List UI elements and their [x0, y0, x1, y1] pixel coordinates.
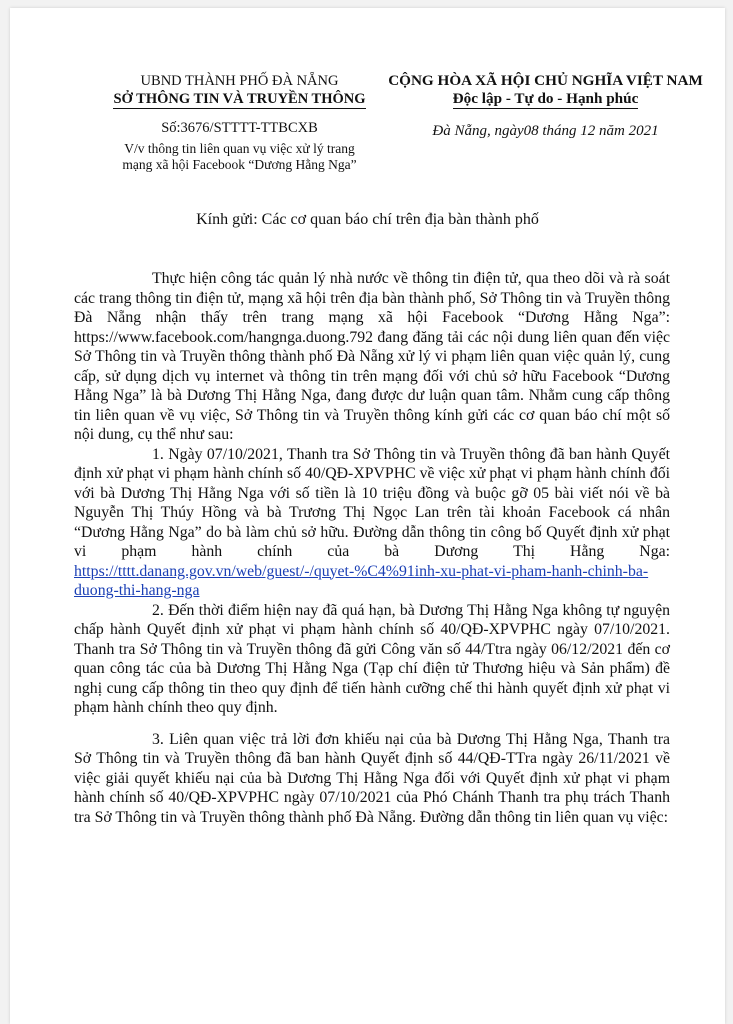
- document-subject: V/v thông tin liên quan vụ việc xử lý trang mạng xã hội Facebook “Dương Hằng Nga”: [122, 141, 357, 172]
- issuer-block: [102, 72, 377, 172]
- issuer-parent: UBND THÀNH PHỐ ĐÀ NẴNG: [140, 73, 339, 89]
- issuer-department: SỞ THÔNG TIN VÀ TRUYỀN THÔNG: [113, 91, 366, 107]
- item-3-paragraph: 3. Liên quan việc trả lời đơn khiếu nại của bà Dương Thị Hằng Nga, Thanh tra Sở Thông tin và Truyền thông đã ban hành Quyết định số 44/QĐ-TTra ngày 26/11/2021 về việc giải quyết khiếu nại của bà Dương Thị Hằng Nga đối với Quyết định xử phạt vi phạm hành chính số 40/QĐ-XPVPHC ngày 07/10/2021 của Phó Chánh Thanh tra phụ trách Thanh tra Sở Thông tin và Truyền thông thành phố Đà Nẵng. Đường dẫn thông tin liên quan vụ việc:: [74, 730, 670, 826]
- national-motto-block: [368, 72, 723, 139]
- salutation: Kính gửi: Các cơ quan báo chí trên địa bàn thành phố: [196, 211, 539, 228]
- place-date: Đà Nẵng, ngày08 tháng 12 năm 2021: [432, 123, 659, 139]
- document-number: Số:3676/STTTT-TTBCXB: [161, 120, 318, 136]
- item-2-paragraph: 2. Đến thời điểm hiện nay đã quá hạn, bà Dương Thị Hằng Nga không tự nguyện chấp hành Quyết định xử phạt vi phạm hành chính số 40/QĐ-XPVPHC ngày 07/10/2021. Thanh tra Sở Thông tin và Truyền thông đã gửi Công văn số 44/Ttra ngày 06/12/2021 đến cơ quan công tác của bà Dương Thị Hằng Nga (Tạp chí điện tử Thương hiệu và Sản phẩm) đề nghị cung cấp thông tin theo quy định để tiến hành cưỡng chế thi hành quyết định xử phạt vi phạm hành chính theo quy định.: [74, 601, 670, 716]
- document-body: [74, 269, 670, 827]
- intro-paragraph: Thực hiện công tác quản lý nhà nước về thông tin điện tử, qua theo dõi và rà soát các trang thông tin điện tử, mạng xã hội trên địa bàn thành phố, Sở Thông tin và Truyền thông Đà Nẵng nhận thấy trên trang mạng xã hội Facebook “Dương Hằng Nga”: https://www.facebook.com/hangnga.duong.792 đang đăng tải các nội dung liên quan đến việc Sở Thông tin và Truyền thông thành phố Đà Nẵng xử lý vi phạm liên quan việc quản lý, cung cấp, sử dụng dịch vụ internet và thông tin trên mạng đối với chủ sở hữu Facebook “Dương Hằng Nga” là bà Dương Thị Hằng Nga, đang được dư luận quan tâm. Nhằm cung cấp thông tin liên quan về vụ việc, Sở Thông tin và Truyền thông kính gửi các cơ quan báo chí một số nội dung, cụ thể như sau:: [74, 270, 670, 443]
- document-page: [10, 8, 725, 1024]
- motto: Độc lập - Tự do - Hạnh phúc: [452, 90, 639, 107]
- country-name: CỘNG HÒA XÃ HỘI CHỦ NGHĨA VIỆT NAM: [388, 72, 703, 89]
- item-1-paragraph: 1. Ngày 07/10/2021, Thanh tra Sở Thông tin và Truyền thông đã ban hành Quyết định xử phạt vi phạm hành chính số 40/QĐ-XPVPHC về việc xử phạt vi phạm hành chính đối với bà Dương Thị Hằng Nga với số tiền là 10 triệu đồng và buộc gỡ 05 bài viết nói về bà Nguyễn Thị Thúy Hồng và bà Trương Thị Ngọc Lan trên tài khoản Facebook cá nhân “Dương Hằng Nga” do bà làm chủ sở hữu. Đường dẫn thông tin công bố Quyết định xử phạt vi phạm hành chính của bà Dương Thị Hằng Nga: https://tttt.danang.gov.vn/web/guest/-/quyet-%C4%91inh-xu-phat-vi-pham-hanh-chinh-ba-duong-thi-hang-nga: [74, 445, 670, 599]
- decision-link[interactable]: https://tttt.danang.gov.vn/web/guest/-/quyet-%C4%91inh-xu-phat-vi-pham-hanh-chinh-ba-duong-thi-hang-nga: [74, 562, 649, 599]
